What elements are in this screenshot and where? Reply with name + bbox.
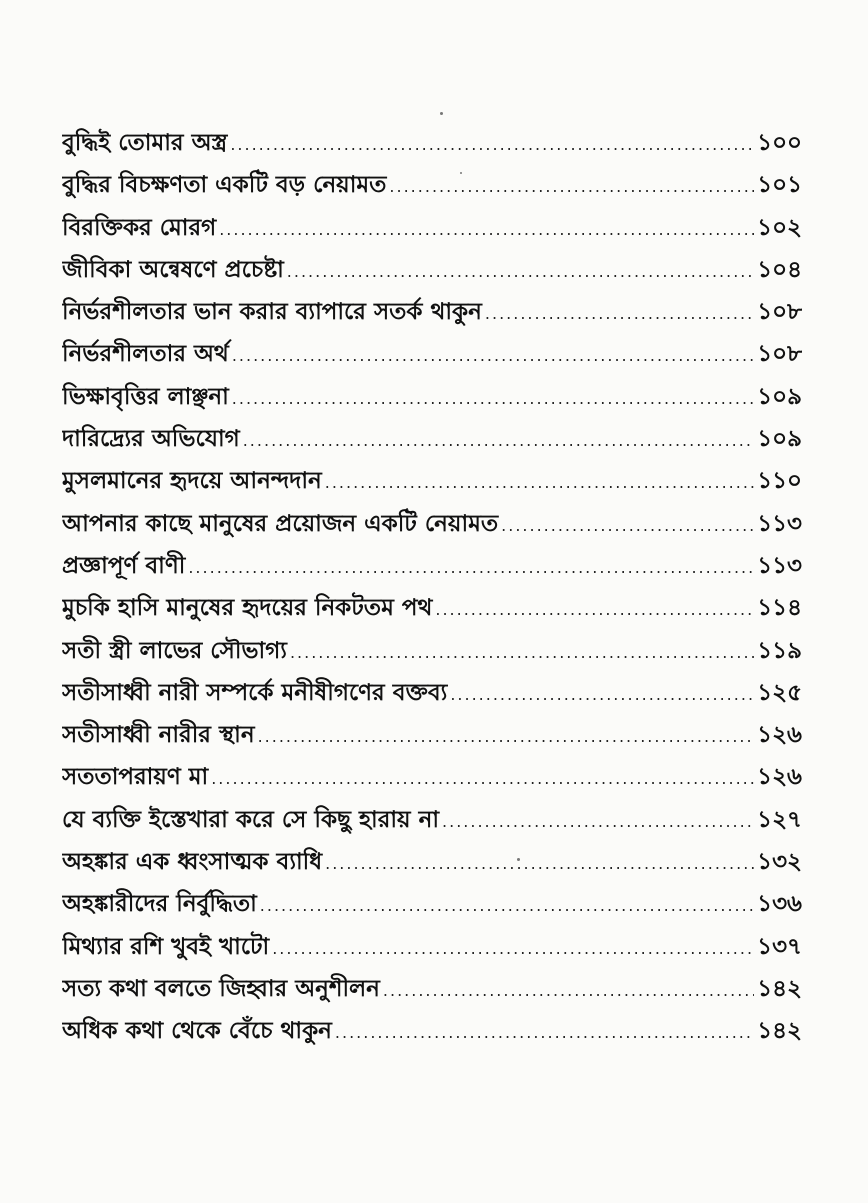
dot-leader [442, 801, 754, 841]
toc-entry-title: নির্ভরশীলতার ভান করার ব্যাপারে সতর্ক থাকুন [62, 299, 482, 326]
dot-leader [219, 209, 754, 249]
toc-entry [62, 630, 802, 672]
toc-entry-title: বুদ্ধির বিচক্ষণতা একটি বড় নেয়ামত [62, 172, 387, 199]
toc-entry-title: মিথ্যার রশি খুবই খাটো [62, 933, 270, 960]
dot-leader [243, 420, 754, 460]
dot-leader [485, 293, 754, 333]
toc-entry-page: ১১৯ [757, 637, 802, 664]
toc-entry-title: সতীসাধ্বী নারী সম্পর্কে মনীষীগণের বক্তব্য [62, 679, 448, 706]
toc-entry-page: ১০৮ [757, 341, 802, 368]
dot-leader [232, 335, 754, 375]
toc-entry-title: প্রজ্ঞাপূর্ণ বাণী [62, 552, 186, 579]
toc-entry-page: ১২৬ [757, 722, 802, 749]
toc-entry-page: ১৪২ [757, 1018, 802, 1045]
toc-entry-title: অধিক কথা থেকে বেঁচে থাকুন [62, 1018, 332, 1045]
toc-entry-title: সততাপরায়ণ মা [62, 764, 209, 791]
dot-leader [450, 674, 754, 714]
toc-entry-page: ১১৩ [757, 510, 802, 537]
toc-entry [62, 841, 802, 883]
toc-entry-page: ১০৪ [757, 256, 802, 283]
toc-entry [62, 122, 802, 164]
toc-entry [62, 207, 802, 249]
toc-entry-page: ১৪২ [757, 975, 802, 1002]
toc-entry [62, 883, 802, 925]
toc-entry-page: ১১০ [757, 468, 802, 495]
toc-entry [62, 460, 802, 502]
dot-leader [188, 547, 754, 587]
toc-entry [62, 503, 802, 545]
dot-leader [389, 166, 754, 206]
dot-leader [272, 928, 754, 968]
toc-entry-page: ১০২ [757, 214, 802, 241]
toc-entry-title: নির্ভরশীলতার অর্থ [62, 341, 229, 368]
toc-entry-page: ১০১ [757, 172, 802, 199]
dot-leader [258, 716, 755, 756]
toc-entry-page: ১২৫ [757, 679, 802, 706]
toc-entry [62, 672, 802, 714]
toc-entry-page: ১০৯ [757, 383, 802, 410]
dot-leader [435, 589, 754, 629]
toc-entry-title: সতীসাধ্বী নারীর স্থান [62, 722, 255, 749]
dot-leader [230, 124, 754, 164]
toc-entry-page: ১২৭ [757, 806, 802, 833]
toc-entry [62, 756, 802, 798]
toc-entry [62, 291, 802, 333]
toc-entry-title: জীবিকা অন্বেষণে প্রচেষ্টা [62, 256, 284, 283]
dot-leader [211, 758, 754, 798]
dot-leader [325, 843, 754, 883]
toc-entry-page: ১৩৬ [757, 891, 802, 918]
toc-entry-title: মুচকি হাসি মানুষের হৃদয়ের নিকটতম পথ [62, 595, 433, 622]
toc-entry [62, 249, 802, 291]
dot-leader [287, 251, 754, 291]
toc-entry-page: ১১৩ [757, 552, 802, 579]
toc-entry [62, 545, 802, 587]
toc-entry-title: মুসলমানের হৃদয়ে আনন্দদান [62, 468, 322, 495]
toc-entry-title: আপনার কাছে মানুষের প্রয়োজন একটি নেয়ামত [62, 510, 499, 537]
toc-entry [62, 1010, 802, 1052]
dot-leader [335, 1012, 754, 1052]
toc-entry-page: ১০৮ [757, 299, 802, 326]
toc-entry-page: ১১৪ [757, 595, 802, 622]
toc-entry-page: ১০০ [757, 130, 802, 156]
toc-entry-title: বিরক্তিকর মোরগ [62, 214, 217, 241]
dot-leader [383, 970, 754, 1010]
dot-leader [290, 632, 754, 672]
toc-entry-title: বুদ্ধিই তোমার অস্ত্র [62, 130, 228, 156]
toc-entry-page: ১৩২ [757, 849, 802, 876]
toc-entry [62, 968, 802, 1010]
toc-entry-page: ১৩৭ [757, 933, 802, 960]
toc-entry-title: অহঙ্কারীদের নির্বুদ্ধিতা [62, 891, 257, 918]
toc-entry-title: অহঙ্কার এক ধ্বংসাত্মক ব্যাধি [62, 849, 323, 876]
toc-entry-title: ভিক্ষাবৃত্তির লাঞ্ছনা [62, 383, 229, 410]
dot-leader [260, 885, 754, 925]
toc-entry [62, 333, 802, 375]
table-of-contents [62, 122, 802, 1053]
toc-entry-title: দারিদ্র্যের অভিযোগ [62, 426, 240, 453]
toc-entry [62, 587, 802, 629]
toc-entry-page: ১২৬ [757, 764, 802, 791]
toc-entry-title: যে ব্যক্তি ইস্তেখারা করে সে কিছু হারায় না [62, 806, 440, 833]
toc-entry [62, 799, 802, 841]
toc-entry [62, 714, 802, 756]
toc-entry-title: সত্য কথা বলতে জিহ্বার অনুশীলন [62, 975, 380, 1002]
dot-leader [501, 505, 754, 545]
toc-entry-page: ১০৯ [757, 426, 802, 453]
toc-entry [62, 926, 802, 968]
dot-leader [325, 462, 754, 502]
toc-entry [62, 376, 802, 418]
toc-entry-title: সতী স্ত্রী লাভের সৌভাগ্য [62, 637, 287, 664]
toc-entry [62, 164, 802, 206]
toc-entry [62, 418, 802, 460]
print-speck [440, 112, 443, 115]
dot-leader [232, 378, 754, 418]
